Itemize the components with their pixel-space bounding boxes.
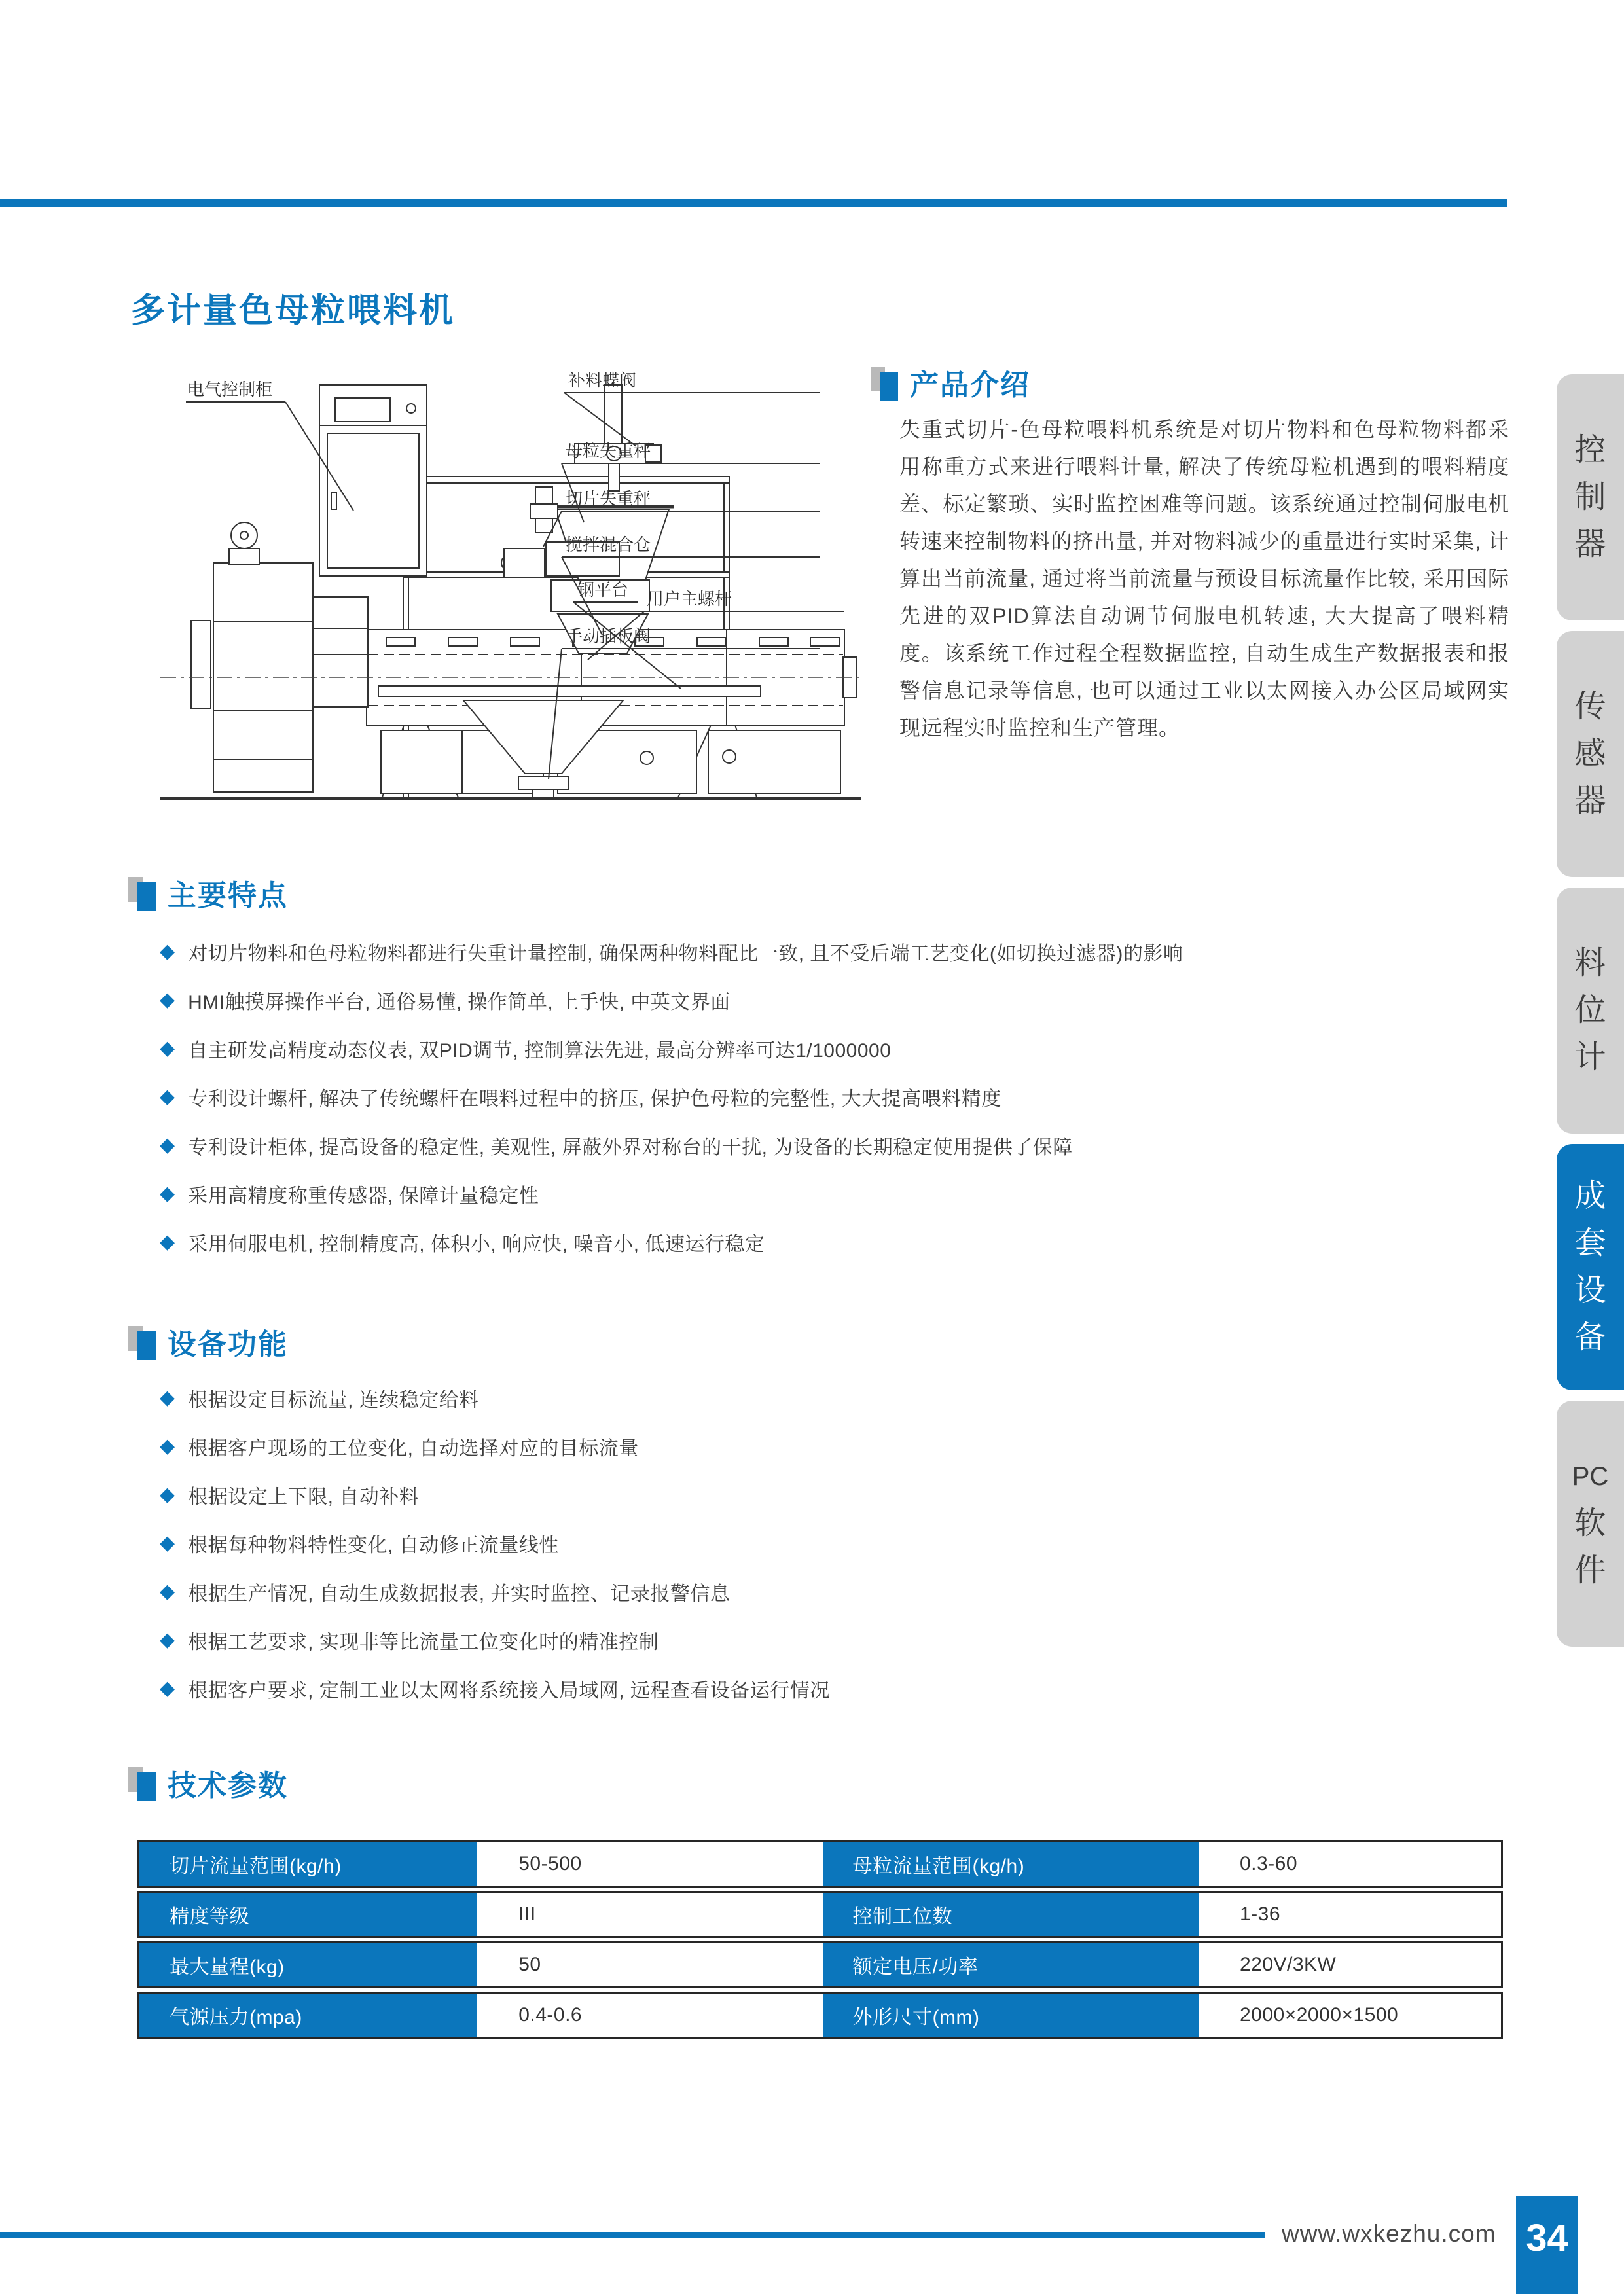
diamond-bullet-icon: ◆ (160, 1037, 175, 1059)
function-text: 根据每种物料特性变化, 自动修正流量线性 (188, 1535, 559, 1556)
function-text: 根据工艺要求, 实现非等比流量工位变化时的精准控制 (188, 1632, 659, 1653)
tab-label-char: 器 (1574, 527, 1606, 562)
diagram-label-masterbatch-scale: 母粒失重秤 (566, 441, 651, 461)
diagram-label-electric-cabinet: 电气控制柜 (187, 380, 273, 399)
function-text: 根据客户现场的工位变化, 自动选择对应的目标流量 (188, 1438, 639, 1460)
functions-heading: 设备功能 (168, 1328, 288, 1361)
param-label: 外形尺寸(mm) (823, 1994, 1199, 2037)
param-label: 气源压力(mpa) (139, 1994, 477, 2037)
list-item (160, 1674, 830, 1703)
features-heading: 主要特点 (168, 879, 288, 912)
diamond-bullet-icon: ◆ (160, 1086, 175, 1107)
sidebar-tab-pc-software[interactable] (1557, 1401, 1624, 1647)
list-item (160, 1384, 830, 1412)
diagram-label-mixing-bin: 搅拌混合仓 (566, 535, 651, 554)
table-row (137, 1840, 1503, 1888)
param-label: 母粒流量范围(kg/h) (823, 1842, 1199, 1886)
page-title: 多计量色母粒喂料机 (131, 292, 456, 330)
param-value: 0.3-60 (1239, 1853, 1298, 1874)
diamond-bullet-icon: ◆ (160, 1677, 175, 1699)
diagram-label-chip-scale: 切片失重秤 (566, 489, 651, 509)
feature-text: 对切片物料和色母粒物料都进行失重计量控制, 确保两种物料配比一致, 且不受后端工艺变化(如切换过滤器)的影响 (188, 943, 1183, 965)
section-bullet-icon (128, 1765, 158, 1801)
feature-text: 自主研发高精度动态仪表, 双PID调节, 控制算法先进, 最高分辨率可达1/1000000 (188, 1040, 892, 1062)
feature-text: 专利设计柜体, 提高设备的稳定性, 美观性, 屏蔽外界对称台的干扰, 为设备的长期稳定使用提供了保障 (188, 1137, 1073, 1158)
function-text: 根据客户要求, 定制工业以太网将系统接入局域网, 远程查看设备运行情况 (188, 1680, 830, 1702)
diagram-label-manual-gate-valve: 手动插板阀 (566, 626, 651, 646)
list-item (160, 986, 1183, 1014)
param-value: III (518, 1903, 536, 1925)
functions-list (160, 1384, 830, 1723)
tab-label-char: 成 (1574, 1179, 1606, 1213)
param-value: 50 (518, 1954, 541, 1975)
tab-label-char: 控 (1574, 433, 1606, 467)
list-item (160, 1034, 1183, 1063)
diamond-bullet-icon: ◆ (160, 1134, 175, 1156)
table-row (137, 1992, 1503, 2039)
tab-label-char: 软 (1574, 1506, 1606, 1541)
features-list (160, 937, 1183, 1276)
feature-text: HMI触摸屏操作平台, 通俗易懂, 操作简单, 上手快, 中英文界面 (188, 992, 731, 1013)
diagram-label-user-main-screw: 用户主螺杆 (647, 589, 732, 609)
list-item (160, 1529, 830, 1558)
tab-label-char: 感 (1574, 736, 1606, 771)
function-text: 根据生产情况, 自动生成数据报表, 并实时监控、记录报警信息 (188, 1583, 731, 1605)
tab-label-char: PC (1572, 1462, 1609, 1491)
machine-line-drawing (151, 347, 871, 831)
diamond-bullet-icon: ◆ (160, 1183, 175, 1204)
sidebar-tab-sensor[interactable] (1557, 631, 1624, 877)
param-label: 精度等级 (139, 1893, 477, 1936)
param-label: 控制工位数 (823, 1893, 1199, 1936)
param-label: 切片流量范围(kg/h) (139, 1842, 477, 1886)
intro-heading: 产品介绍 (910, 368, 1030, 401)
diagram-label-steel-platform: 钢平台 (577, 580, 629, 600)
tab-label-char: 传 (1574, 689, 1606, 724)
diamond-bullet-icon: ◆ (160, 1629, 175, 1651)
sidebar-tab-controller[interactable] (1557, 374, 1624, 620)
intro-paragraph: 失重式切片-色母粒喂料机系统是对切片物料和色母粒物料都采用称重方式来进行喂料计量, 解决了传统母粒机遇到的喂料精度差、标定繁琐、实时监控困难等问题。该系统通过控制伺服电机转速来控制物料的挤出量, 并对物料减少的重量进行实时采集, 计算出当前流量, 通过将当前流量与预设目标流量作比较, 采用国际先进的双PID算法自动调节伺服电机转速, 大大提高了喂料精度。该系统工作过程全程数据监控, 自动生成生产数据报表和报警信息记录等信息, 也可以通过工业以太网接入办公区局域网实现远程实时监控和生产管理。 (899, 418, 1509, 740)
section-heading-params (128, 1765, 288, 1801)
tab-label-char: 料 (1574, 946, 1606, 980)
section-bullet-icon (128, 1323, 158, 1360)
param-value: 50-500 (518, 1853, 582, 1874)
table-row (137, 1891, 1503, 1938)
param-value: 2000×2000×1500 (1239, 2004, 1399, 2026)
list-item (160, 1480, 830, 1509)
machine-diagram (151, 347, 871, 831)
diamond-bullet-icon: ◆ (160, 1435, 175, 1457)
tab-label-char: 计 (1574, 1040, 1606, 1075)
parameters-table (137, 1840, 1503, 2042)
params-heading: 技术参数 (168, 1769, 288, 1802)
tab-label-char: 套 (1574, 1226, 1606, 1261)
diamond-bullet-icon: ◆ (160, 989, 175, 1011)
list-item (160, 1432, 830, 1461)
tab-label-char: 设 (1574, 1273, 1606, 1308)
tab-label-char: 器 (1574, 783, 1606, 818)
footer-accent-line (0, 2232, 1265, 2238)
tab-label-char: 件 (1574, 1553, 1606, 1588)
table-row (137, 1941, 1503, 1988)
function-text: 根据设定上下限, 自动补料 (188, 1486, 420, 1508)
param-value: 0.4-0.6 (518, 2004, 583, 2026)
sidebar-tab-level-gauge[interactable] (1557, 888, 1624, 1134)
page-number: 34 (1526, 2216, 1568, 2259)
diagram-label-butterfly-valve: 补料蝶阀 (568, 370, 637, 390)
tab-label-char: 位 (1574, 993, 1606, 1028)
top-accent-bar (0, 199, 1507, 207)
feature-text: 专利设计螺杆, 解决了传统螺杆在喂料过程中的挤压, 保护色母粒的完整性, 大大提高喂料精度 (188, 1088, 1001, 1110)
diamond-bullet-icon: ◆ (160, 1387, 175, 1408)
website-url: www.wxkezhu.com (1282, 2220, 1496, 2247)
param-value: 1-36 (1239, 1903, 1280, 1925)
diamond-bullet-icon: ◆ (160, 1484, 175, 1505)
section-bullet-icon (128, 874, 158, 911)
page-number-badge (1516, 2196, 1578, 2294)
list-item (160, 1083, 1183, 1111)
diamond-bullet-icon: ◆ (160, 1231, 175, 1253)
param-value: 220V/3KW (1239, 1954, 1337, 1975)
list-item (160, 937, 1183, 966)
diamond-bullet-icon: ◆ (160, 941, 175, 962)
function-text: 根据设定目标流量, 连续稳定给料 (188, 1390, 479, 1411)
list-item (160, 1179, 1183, 1208)
section-bullet-icon (871, 364, 901, 401)
list-item (160, 1228, 1183, 1257)
param-label: 额定电压/功率 (823, 1943, 1199, 1986)
feature-text: 采用伺服电机, 控制精度高, 体积小, 响应快, 噪音小, 低速运行稳定 (188, 1234, 765, 1255)
feature-text: 采用高精度称重传感器, 保障计量稳定性 (188, 1185, 539, 1207)
section-heading-intro (871, 364, 1030, 401)
diamond-bullet-icon: ◆ (160, 1581, 175, 1602)
sidebar-tab-complete-equipment[interactable] (1557, 1144, 1624, 1390)
list-item (160, 1131, 1183, 1160)
machine-outline (160, 385, 864, 798)
list-item (160, 1577, 830, 1606)
section-heading-features (128, 874, 288, 911)
section-heading-functions (128, 1323, 288, 1360)
param-label: 最大量程(kg) (139, 1943, 477, 1986)
tab-label-char: 制 (1574, 480, 1606, 514)
diamond-bullet-icon: ◆ (160, 1532, 175, 1554)
list-item (160, 1626, 830, 1655)
tab-label-char: 备 (1574, 1320, 1606, 1355)
